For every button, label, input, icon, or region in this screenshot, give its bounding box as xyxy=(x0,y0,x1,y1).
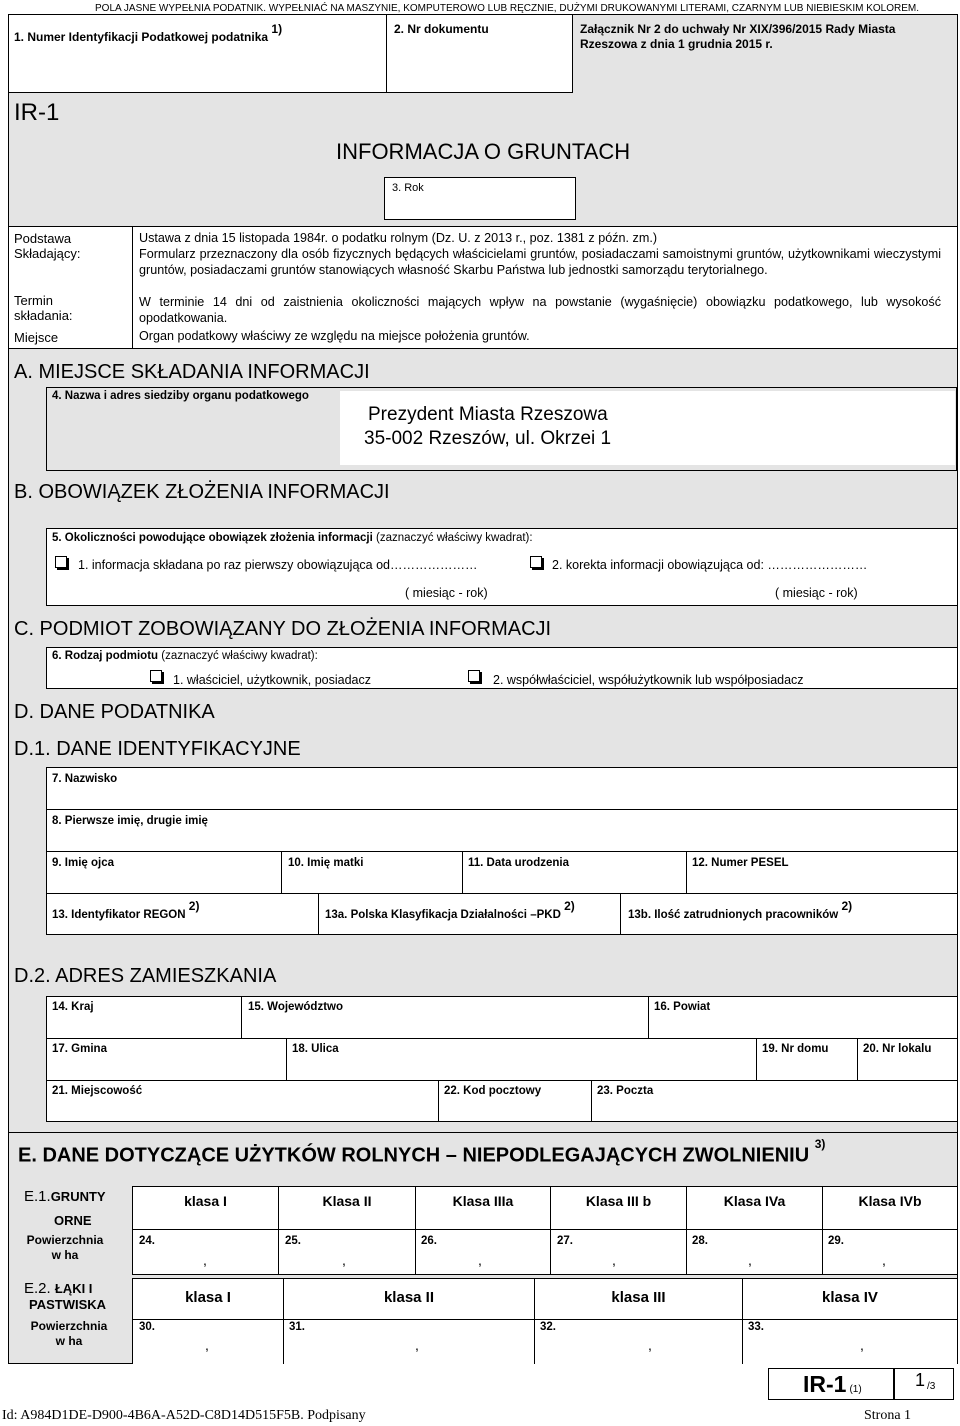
decimal-comma: , xyxy=(203,1252,207,1268)
owner-label: 1. właściciel, użytkownik, posiadacz xyxy=(173,673,371,687)
month-year-hint-2: ( miesiąc - rok) xyxy=(775,586,858,600)
decimal-comma: , xyxy=(342,1252,346,1268)
correction-label: 2. korekta informacji obowiązująca od: …………………… xyxy=(552,558,868,572)
meadows-area-label: Powierzchnia w ha xyxy=(30,1319,108,1348)
arable-class-header: Klasa IVb xyxy=(858,1193,922,1209)
decimal-comma: , xyxy=(748,1252,752,1268)
applicant-label: Składający: xyxy=(14,246,81,261)
field-27-label: 27. xyxy=(557,1235,573,1247)
month-year-hint-1: ( miesiąc - rok) xyxy=(405,586,488,600)
annex-line-1: Załącznik Nr 2 do uchwały Nr XIX/396/2015 Rady Miasta xyxy=(580,22,896,36)
first-submission-checkbox[interactable] xyxy=(55,556,67,568)
document-number-label: 2. Nr dokumentu xyxy=(394,22,489,36)
first-submission-label: 1. informacja składana po raz pierwszy obowiązująca od………………… xyxy=(78,558,478,572)
place-text: Organ podatkowy właściwy ze względu na miejsce położenia gruntów. xyxy=(139,329,530,343)
arable-land-label-b: ORNE xyxy=(54,1213,92,1228)
document-id: Id: A984D1DE-D900-4B6A-A52D-C8D14D515F5B. Podpisany xyxy=(2,1408,366,1423)
correction-checkbox[interactable] xyxy=(530,556,542,568)
section-c-title: C. PODMIOT ZOBOWIĄZANY DO ZŁOŻENIA INFORMACJI xyxy=(14,618,552,640)
decimal-comma: , xyxy=(648,1337,652,1353)
surname-label: 7. Nazwisko xyxy=(52,773,118,785)
meadow-area-field[interactable] xyxy=(743,1320,957,1363)
tax-office-name: Prezydent Miasta Rzeszowa xyxy=(368,404,608,425)
meadow-area-field[interactable] xyxy=(284,1320,534,1363)
arable-class-header: klasa I xyxy=(184,1193,227,1209)
meadow-class-header: klasa II xyxy=(383,1289,435,1306)
regon-label: 13. Identyfikator REGON $^{2)}$ xyxy=(52,899,200,921)
field-33-label: 33. xyxy=(748,1321,764,1333)
arable-land-label-a: E.1.GRUNTY xyxy=(24,1188,106,1205)
pkd-label: 13a. Polska Klasyfikacja Działalności –PKD $^{2)}$ xyxy=(325,899,575,921)
meadow-area-field[interactable] xyxy=(535,1320,742,1363)
father-name-label: 9. Imię ojca xyxy=(52,857,115,869)
county-label: 16. Powiat xyxy=(654,1001,711,1013)
field-6-label: 6. Rodzaj podmiotu (zaznaczyć właściwy kwadrat): xyxy=(52,650,318,662)
birth-date-label: 11. Data urodzenia xyxy=(468,857,569,869)
field-26-label: 26. xyxy=(421,1235,437,1247)
owner-checkbox[interactable] xyxy=(150,670,162,682)
street-label: 18. Ulica xyxy=(292,1043,339,1055)
annex-line-2: Rzeszowa z dnia 1 grudnia 2015 r. xyxy=(580,37,773,51)
co-owner-checkbox[interactable] xyxy=(468,670,480,682)
meadows-label-a: E.2. ŁĄKI I xyxy=(24,1280,93,1297)
arable-class-header: Klasa II xyxy=(322,1193,372,1209)
employees-label: 13b. Ilość zatrudnionych pracowników $^{2)}$ xyxy=(628,899,853,921)
meadows-label-b: PASTWISKA xyxy=(29,1297,107,1312)
postal-code-label: 22. Kod pocztowy xyxy=(444,1085,542,1097)
top-banner: POLA JASNE WYPEŁNIA PODATNIK. WYPEŁNIAĆ NA MASZYNIE, KOMPUTEROWO LUB RĘCZNIE, DUŻYMI DRUKOWANYMI LITERAMI, CZARNYM LUB NIEBIESKIM KOLOREM. xyxy=(95,3,920,14)
first-names-label: 8. Pierwsze imię, drugie imię xyxy=(52,815,208,827)
mother-name-label: 10. Imię matki xyxy=(288,857,364,869)
field-4-label: 4. Nazwa i adres siedziby organu podatkowego xyxy=(52,390,309,402)
arable-class-header: Klasa IVa xyxy=(723,1193,786,1209)
deadline-label-2: składania: xyxy=(14,308,73,323)
basis-text: Ustawa z dnia 15 listopada 1984r. o podatku rolnym (Dz. U. z 2013 r., poz. 1381 z późn. zm.) xyxy=(139,231,658,245)
apartment-number-label: 20. Nr lokalu xyxy=(863,1043,932,1055)
house-number-label: 19. Nr domu xyxy=(762,1043,829,1055)
meadow-class-header: klasa I xyxy=(185,1289,231,1306)
field-25-label: 25. xyxy=(285,1235,301,1247)
arable-area-label: Powierzchnia w ha xyxy=(26,1233,104,1262)
arable-class-header: Klasa III b xyxy=(585,1193,652,1209)
form-code: IR-1 xyxy=(14,99,60,126)
deadline-label-1: Termin xyxy=(14,293,54,308)
pesel-label: 12. Numer PESEL xyxy=(692,857,789,869)
deadline-text: W terminie 14 dni od zaistnienia okoliczności mających wpływ na powstanie (wygaśnięcie) obowiązku podatkowego, lub wysokość opodatkowania. xyxy=(139,295,941,325)
section-a-title: A. MIEJSCE SKŁADANIA INFORMACJI xyxy=(14,361,370,383)
applicant-text: Formularz przeznaczony dla osób fizycznych będących właścicielami gruntów, posiadaczami samoistnymi gruntów, użytkownikami wieczystymi gruntów, posiadaczami gruntów stanowiących własność Skarbu Państwa lub jednostki samorządu terytorialnego. xyxy=(139,247,941,277)
form-title: INFORMACJA O GRUNTACH xyxy=(336,139,631,164)
country-label: 14. Kraj xyxy=(52,1001,94,1013)
section-b-title: B. OBOWIĄZEK ZŁOŻENIA INFORMACJI xyxy=(14,481,390,503)
section-d-title: D. DANE PODATNIKA xyxy=(14,701,215,723)
meadow-class-header: klasa III xyxy=(611,1289,666,1306)
decimal-comma: , xyxy=(205,1337,209,1353)
municipality-label: 17. Gmina xyxy=(52,1043,107,1055)
section-e-title: E. DANE DOTYCZĄCE UŻYTKÓW ROLNYCH – NIEPODLEGAJĄCYCH ZWOLNIENIU $^{3)}$ xyxy=(18,1137,826,1167)
tax-office-address: 35-002 Rzeszów, ul. Okrzei 1 xyxy=(364,428,612,449)
decimal-comma: , xyxy=(478,1252,482,1268)
field-31-label: 31. xyxy=(289,1321,305,1333)
decimal-comma: , xyxy=(882,1252,886,1268)
nip-label: 1. Numer Identyfikacji Podatkowej podatnika $^{1)}$ xyxy=(14,22,283,44)
voivodeship-label: 15. Województwo xyxy=(248,1001,343,1013)
field-24-label: 24. xyxy=(139,1235,155,1247)
year-label: 3. Rok xyxy=(392,182,424,194)
footer-form-code: IR-1 (1) xyxy=(803,1371,862,1397)
decimal-comma: , xyxy=(415,1337,419,1353)
page-indicator: Strona 1 xyxy=(864,1408,912,1423)
basis-label: Podstawa xyxy=(14,231,72,246)
field-32-label: 32. xyxy=(540,1321,556,1333)
co-owner-label: 2. współwłaściciel, współużytkownik lub współposiadacz xyxy=(493,673,804,687)
post-office-label: 23. Poczta xyxy=(597,1085,654,1097)
field-29-label: 29. xyxy=(828,1235,844,1247)
section-d1-title: D.1. DANE IDENTYFIKACYJNE xyxy=(14,738,301,760)
field-28-label: 28. xyxy=(692,1235,708,1247)
meadow-class-header: klasa IV xyxy=(822,1289,878,1306)
address-grid xyxy=(46,996,957,1122)
field-5-label: 5. Okoliczności powodujące obowiązek złożenia informacji (zaznaczyć właściwy kwadrat): xyxy=(52,532,533,544)
footer-page-number: 1 xyxy=(915,1370,926,1390)
arable-class-header: Klasa IIIa xyxy=(452,1193,514,1209)
surname-field[interactable] xyxy=(46,768,957,809)
decimal-comma: , xyxy=(860,1337,864,1353)
section-d2-title: D.2. ADRES ZAMIESZKANIA xyxy=(14,965,277,987)
city-label: 21. Miejscowość xyxy=(52,1085,143,1097)
field-30-label: 30. xyxy=(139,1321,155,1333)
footer-page-total: /3 xyxy=(927,1381,936,1392)
place-label: Miejsce xyxy=(14,330,59,345)
decimal-comma: , xyxy=(612,1252,616,1268)
